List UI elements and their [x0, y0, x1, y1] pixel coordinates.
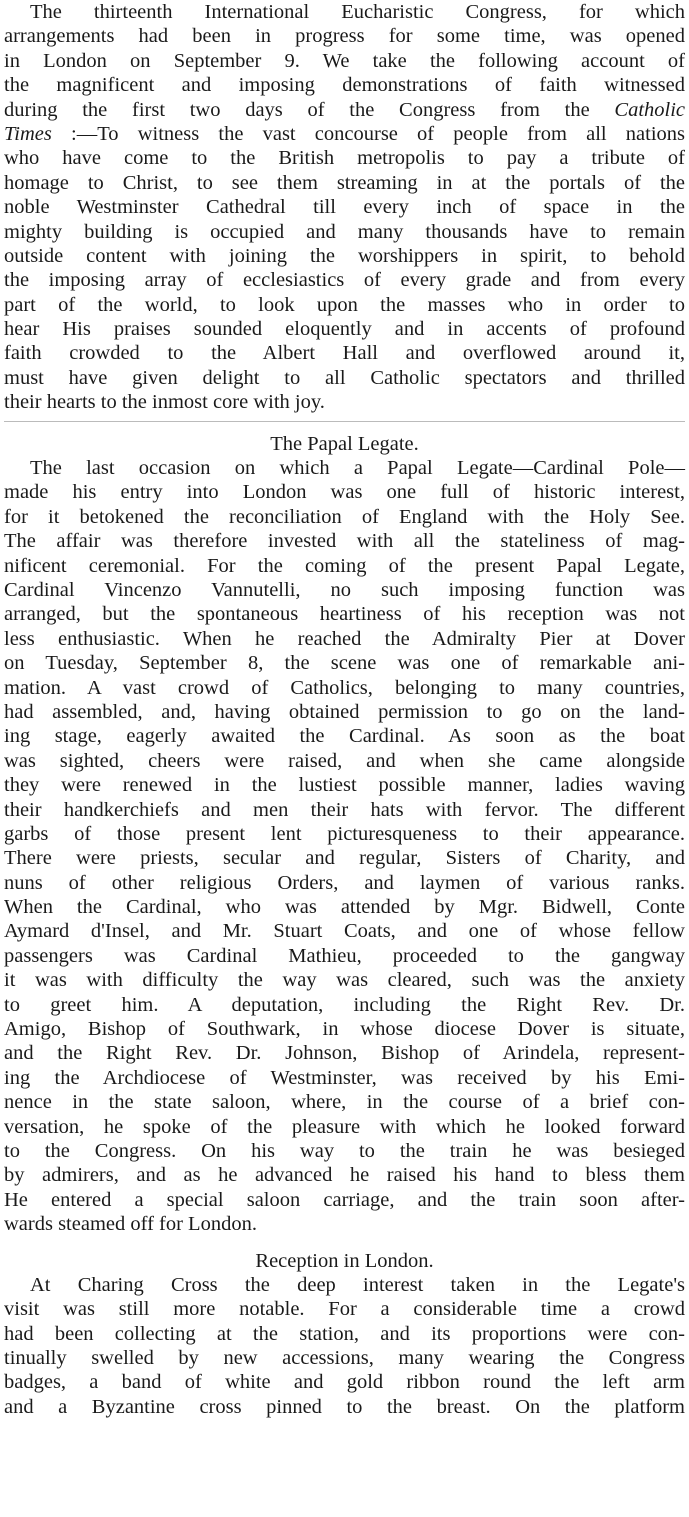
document-page	[4, 0, 685, 1419]
text-line: Times :—To witness the vast concourse of people from all nations	[4, 122, 685, 145]
text-line: There were priests, secular and regular, Sisters of Charity, and	[4, 847, 685, 870]
text-line: during the first two days of the Congress from the Catholic	[4, 98, 685, 121]
text-line: outside content with joining the worshippers in spirit, to behold	[4, 244, 685, 267]
text-line: and a Byzantine cross pinned to the breast. On the platform	[4, 1395, 685, 1418]
text-line: faith crowded to the Albert Hall and overflowed around it,	[4, 342, 685, 365]
text-line: tinually swelled by new accessions, many wearing the Congress	[4, 1347, 685, 1370]
text-line: passengers was Cardinal Mathieu, proceeded to the gangway	[4, 944, 685, 967]
text-line: part of the world, to look upon the masses who in order to	[4, 293, 685, 316]
text-line: wards steamed off for London.	[4, 1213, 257, 1236]
text-line: The last occasion on which a Papal Legate—Cardinal Pole—	[30, 457, 685, 480]
text-line: for it betokened the reconciliation of England with the Holy See.	[4, 505, 685, 528]
text-line: nificent ceremonial. For the coming of the present Papal Legate,	[4, 554, 685, 577]
text-line: nence in the state saloon, where, in the course of a brief con-	[4, 1091, 685, 1114]
text-line: visit was still more notable. For a considerable time a crowd	[4, 1298, 685, 1321]
text-line: Amigo, Bishop of Southwark, in whose diocese Dover is situate,	[4, 1018, 685, 1041]
text-line: He entered a special saloon carriage, and the train soon after-	[4, 1188, 685, 1211]
text-line: Aymard d'Insel, and Mr. Stuart Coats, and one of whose fellow	[4, 920, 685, 943]
text-line: to greet him. A deputation, including the Right Rev. Dr.	[4, 993, 685, 1016]
text-line: nuns of other religious Orders, and laymen of various ranks.	[4, 871, 685, 894]
text-line: The thirteenth International Eucharistic Congress, for which	[30, 1, 685, 23]
text-line: ing stage, eagerly awaited the Cardinal. As soon as the boat	[4, 725, 685, 748]
text-line: the imposing array of ecclesiastics of every grade and from every	[4, 269, 685, 292]
text-line: in London on September 9. We take the following account of	[4, 49, 685, 72]
text-line: and the Right Rev. Dr. Johnson, Bishop of Arindela, represent-	[4, 1042, 685, 1065]
text-line: arranged, but the spontaneous heartiness of his reception was not	[4, 603, 685, 626]
text-line: homage to Christ, to see them streaming in at the portals of the	[4, 171, 685, 194]
text-line: When the Cardinal, who was attended by Mgr. Bidwell, Conte	[4, 896, 685, 919]
text-line: who have come to the British metropolis to pay a tribute of	[4, 147, 685, 170]
section-divider	[4, 421, 685, 422]
text-line: hear His praises sounded eloquently and in accents of profound	[4, 318, 685, 341]
text-line: less enthusiastic. When he reached the Admiralty Pier at Dover	[4, 627, 685, 650]
text-line: badges, a band of white and gold ribbon round the left arm	[4, 1371, 685, 1394]
text-line: the magnificent and imposing demonstrations of faith witnessed	[4, 74, 685, 97]
text-line: to the Congress. On his way to the train he was besieged	[4, 1139, 685, 1162]
text-line: mation. A vast crowd of Catholics, belonging to many countries,	[4, 676, 685, 699]
text-line: must have given delight to all Catholic spectators and thrilled	[4, 366, 685, 389]
section-heading-reception-in-london: Reception in London.	[255, 1249, 434, 1272]
text-line: garbs of those present lent picturesqueness to their appearance.	[4, 822, 685, 845]
papal-legate-paragraph	[4, 456, 685, 1237]
text-line: they were renewed in the lustiest possible manner, ladies waving	[4, 774, 685, 797]
text-line: their handkerchiefs and men their hats with fervor. The different	[4, 798, 685, 821]
intro-paragraph	[4, 0, 685, 415]
text-line: on Tuesday, September 8, the scene was one of remarkable ani-	[4, 652, 685, 675]
section-heading-papal-legate: The Papal Legate.	[270, 432, 419, 455]
text-line: their hearts to the inmost core with joy.	[4, 391, 325, 414]
text-line: it was with difficulty the way was cleared, such was the anxiety	[4, 969, 685, 992]
text-line: arrangements had been in progress for some time, was opened	[4, 25, 685, 48]
text-line: At Charing Cross the deep interest taken in the Legate's	[30, 1273, 685, 1296]
text-line: Cardinal Vincenzo Vannutelli, no such imposing function was	[4, 578, 685, 601]
text-line: The affair was therefore invested with all the stateliness of mag-	[4, 530, 685, 553]
reception-paragraph	[4, 1273, 685, 1419]
text-line: was sighted, cheers were raised, and when she came alongside	[4, 749, 685, 772]
text-line: noble Westminster Cathedral till every inch of space in the	[4, 196, 685, 219]
text-line: made his entry into London was one full of historic interest,	[4, 481, 685, 504]
text-line: had assembled, and, having obtained permission to go on the land-	[4, 700, 685, 723]
text-line: versation, he spoke of the pleasure with which he looked forward	[4, 1115, 685, 1138]
text-line: by admirers, and as he advanced he raised his hand to bless them	[4, 1164, 685, 1187]
text-line: mighty building is occupied and many thousands have to remain	[4, 220, 685, 243]
text-line: had been collecting at the station, and its proportions were con-	[4, 1322, 685, 1345]
text-line: ing the Archdiocese of Westminster, was received by his Emi-	[4, 1066, 685, 1089]
